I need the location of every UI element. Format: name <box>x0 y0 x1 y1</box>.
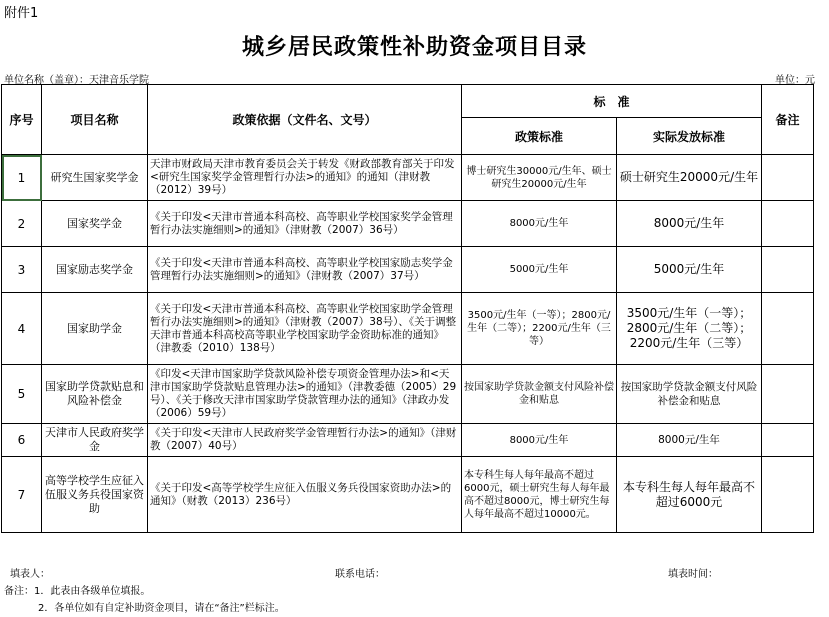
table-row <box>2 293 814 365</box>
row-name: 天津市人民政府奖学金 <box>42 424 148 457</box>
note-line-1: 备注：1．此表由各级单位填报。 <box>4 586 151 597</box>
table-row <box>2 424 814 457</box>
row-note <box>762 424 814 457</box>
row-seq: 2 <box>2 201 42 247</box>
row-note <box>762 457 814 533</box>
table-row <box>2 457 814 533</box>
attachment-label: 附件1 <box>4 6 39 21</box>
header-standard: 标 准 <box>462 85 762 118</box>
row-basis: 天津市财政局天津市教育委员会关于转发《财政部教育部关于印发<研究生国家奖学金管理暂行办法>的通知》的通知（津财教（2012）39号） <box>148 155 462 201</box>
row-basis: 《关于印发<天津市人民政府奖学金管理暂行办法>的通知》（津财教（2007）40号） <box>148 424 462 457</box>
row-actual-standard: 8000元/生年 <box>617 201 762 247</box>
subsidy-table <box>1 84 814 533</box>
row-actual-standard: 5000元/生年 <box>617 247 762 293</box>
row-seq: 6 <box>2 424 42 457</box>
row-note <box>762 155 814 201</box>
row-basis: 《关于印发<高等学校学生应征入伍服义务兵役国家资助办法>的通知》（财教（2013）236号） <box>148 457 462 533</box>
row-basis: 《关于印发<天津市普通本科高校、高等职业学校国家励志奖学金管理暂行办法实施细则>的通知》（津财教（2007）37号） <box>148 247 462 293</box>
table-row <box>2 365 814 424</box>
row-name: 国家励志奖学金 <box>42 247 148 293</box>
currency-unit: 单位：元 <box>775 75 815 86</box>
row-note <box>762 293 814 365</box>
unit-name: 单位名称（盖章）：天津音乐学院 <box>4 75 149 86</box>
row-policy-standard: 博士研究生30000元/生年、硕士研究生20000元/生年 <box>462 155 617 201</box>
row-seq: 7 <box>2 457 42 533</box>
row-name: 高等学校学生应征入伍服义务兵役国家资助 <box>42 457 148 533</box>
filler-label: 填表人： <box>10 569 50 580</box>
header-seq: 序号 <box>2 85 42 155</box>
header-policy-standard: 政策标准 <box>462 118 617 155</box>
header-basis: 政策依据（文件名、文号） <box>148 85 462 155</box>
page-title: 城乡居民政策性补助资金项目目录 <box>241 35 587 60</box>
date-label: 填表时间： <box>668 569 718 580</box>
row-policy-standard: 8000元/生年 <box>462 424 617 457</box>
row-seq: 5 <box>2 365 42 424</box>
row-actual-standard: 按国家助学贷款金额支付风险补偿金和贴息 <box>617 365 762 424</box>
row-basis: 《印发<天津市国家助学贷款风险补偿专项资金管理办法>和<天津市国家助学贷款贴息管理办法>的通知》（津教委德（2005）29号）、《关于修改天津市国家助学贷款管理办法的通知》（津政办发（2006）59号） <box>148 365 462 424</box>
row-actual-standard: 硕士研究生20000元/生年 <box>617 155 762 201</box>
row-policy-standard: 5000元/生年 <box>462 247 617 293</box>
row-basis: 《关于印发<天津市普通本科高校、高等职业学校国家奖学金管理暂行办法实施细则>的通知》（津财教（2007）36号） <box>148 201 462 247</box>
row-seq[interactable]: 1 <box>2 155 42 201</box>
row-name: 研究生国家奖学金 <box>42 155 148 201</box>
row-actual-standard: 本专科生每人每年最高不超过6000元 <box>617 457 762 533</box>
row-actual-standard: 8000元/生年 <box>617 424 762 457</box>
row-note <box>762 201 814 247</box>
row-policy-standard: 3500元/生年（一等）；2800元/生年（二等）；2200元/生年（三等） <box>462 293 617 365</box>
row-seq: 4 <box>2 293 42 365</box>
table-row <box>2 155 814 201</box>
row-note <box>762 247 814 293</box>
note-line-2: 2．各单位如有自定补助资金项目，请在“备注”栏标注。 <box>38 603 285 614</box>
table-row <box>2 201 814 247</box>
row-policy-standard: 本专科生每人每年最高不超过6000元，硕士研究生每人每年最高不超过8000元，博士研究生每人每年最高不超过10000元。 <box>462 457 617 533</box>
row-policy-standard: 8000元/生年 <box>462 201 617 247</box>
row-seq: 3 <box>2 247 42 293</box>
row-name: 国家助学贷款贴息和风险补偿金 <box>42 365 148 424</box>
row-policy-standard: 按国家助学贷款金额支付风险补偿金和贴息 <box>462 365 617 424</box>
header-actual-standard: 实际发放标准 <box>617 118 762 155</box>
header-note: 备注 <box>762 85 814 155</box>
row-basis: 《关于印发<天津市普通本科高校、高等职业学校国家助学金管理暂行办法实施细则>的通知》（津财教（2007）38号）、《关于调整天津市普通本科高校高等职业学校国家助学金资助标准的通知》（津教委（2010）138号） <box>148 293 462 365</box>
phone-label: 联系电话： <box>335 569 385 580</box>
row-actual-standard: 3500元/生年（一等）；2800元/生年（二等）；2200元/生年（三等） <box>617 293 762 365</box>
row-name: 国家奖学金 <box>42 201 148 247</box>
header-name: 项目名称 <box>42 85 148 155</box>
row-note <box>762 365 814 424</box>
row-name: 国家助学金 <box>42 293 148 365</box>
table-row <box>2 247 814 293</box>
